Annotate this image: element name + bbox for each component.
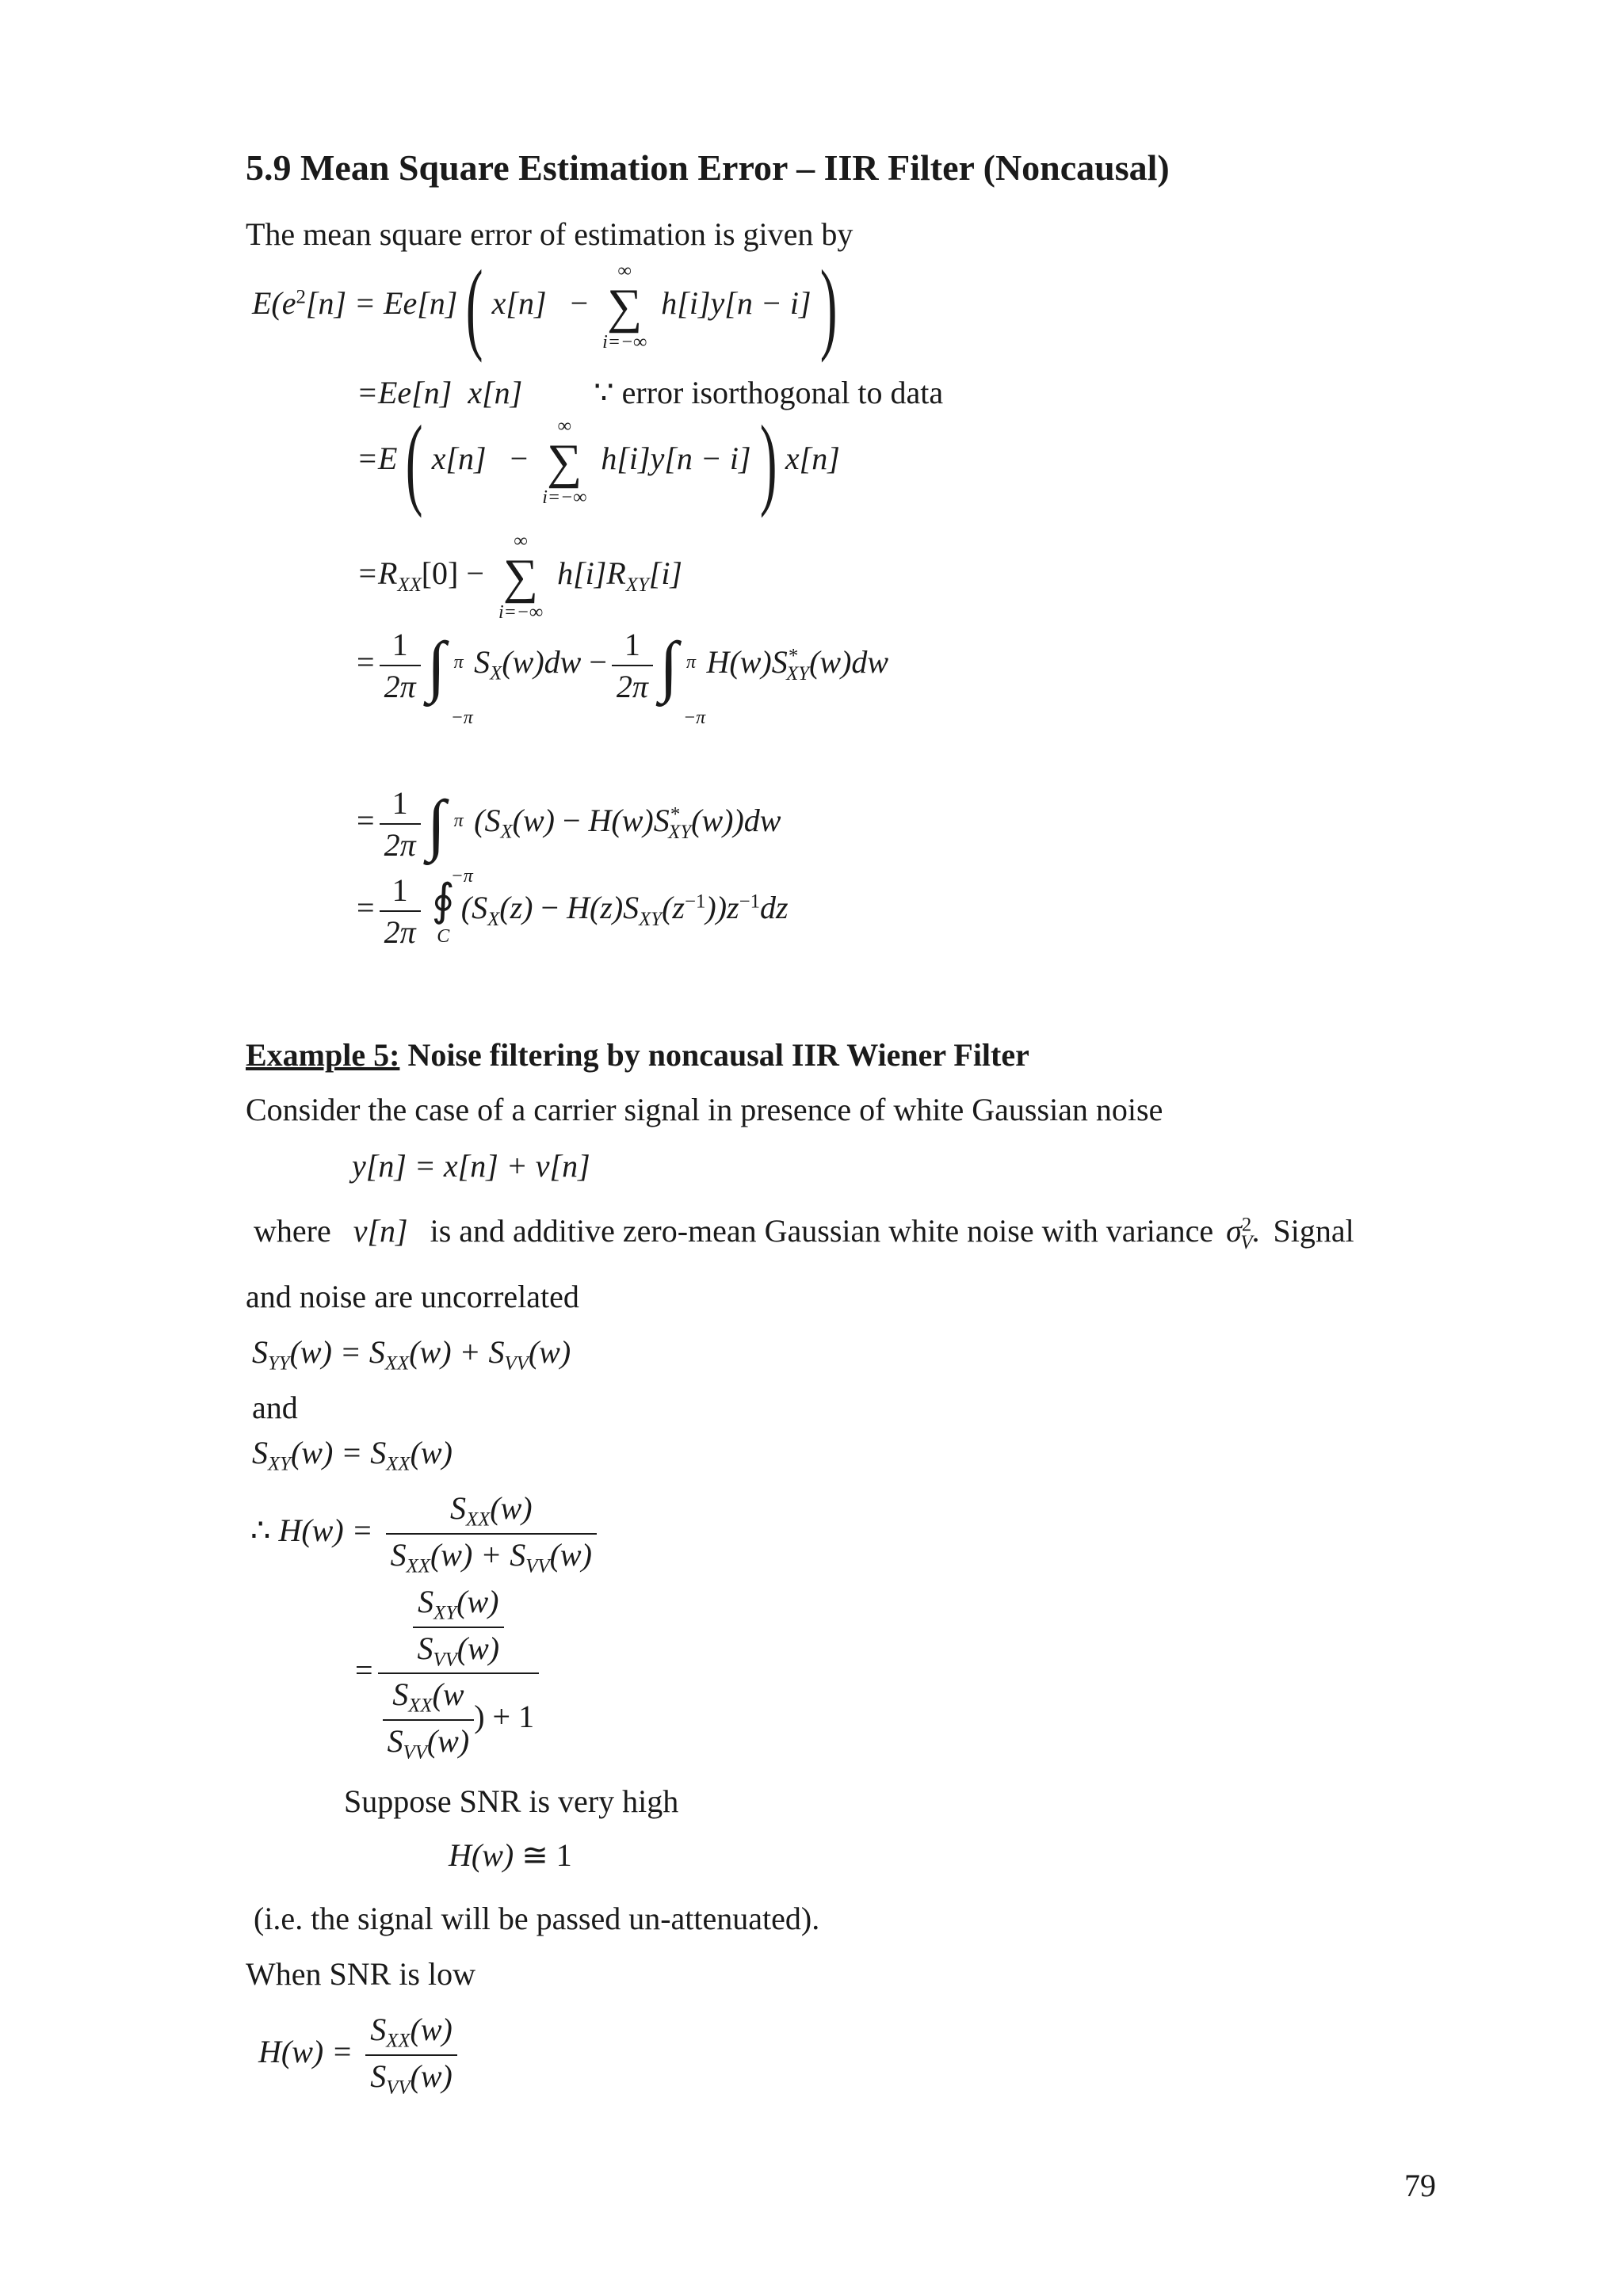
eq-mse-line6: = $\frac{1}{2\pi}$ ∫ π −π $(S_X(w) - H(w)S^*_{XY}(w))dw$ [357, 785, 781, 887]
where-line: where v[n] is and additive zero-mean Gaussian white noise with variance $\sigma^2_V$. Signal [254, 1213, 1354, 1253]
example-intro: Consider the case of a carrier signal in presence of white Gaussian noise [246, 1092, 1163, 1127]
passed-text: (i.e. the signal will be passed un-attenuated). [254, 1901, 820, 1936]
example-heading [246, 1036, 1029, 1074]
where-prefix: where [254, 1213, 331, 1249]
intro-text: The mean square error of estimation is given by [246, 216, 854, 252]
example-label: Example 5: [246, 1037, 400, 1073]
eq-mse-line2: =Ee[n] x[n] ∵ error isorthogonal to data [357, 375, 944, 410]
where-middle: is and additive zero-mean Gaussian white noise with variance [430, 1213, 1214, 1249]
snr-high-text: Suppose SNR is very high [344, 1783, 679, 1819]
page-number: 79 [1404, 2168, 1436, 2203]
eq-hw-low: H(w) = $\frac{S_{XX}(w)}{S_{VV}(w)}$ [258, 2011, 462, 2099]
uncorrelated-text: and noise are uncorrelated [246, 1279, 579, 1314]
eq-hw-2: = $\frac{S_{XY}(w)}{S_{VV}(w)}$ $\frac{S_{XX}(w}{S_{VV}(w)}$ ) + 1 [355, 1583, 544, 1764]
and-text: and [252, 1390, 298, 1425]
eq-hw-approx: H(w) ≅ 1 [449, 1837, 572, 1873]
eq-mse-line1: $E(e^2[n] = Ee[n]$( x[n] − ∞ ∑ i=−∞ h[i]y[n − i]) [252, 250, 838, 364]
section-title: 5.9 Mean Square Estimation Error – IIR Filter (Noncausal) [246, 147, 1170, 188]
example-title: Noise filtering by noncausal IIR Wiener Filter [399, 1037, 1029, 1073]
eq-hw-1: ∴ H(w) = $\frac{S_{XX}(w)}{S_{XX}(w) + S_{VV}(w)}$ [250, 1489, 601, 1577]
eq-mse-line5: = $\frac{1}{2\pi}$ ∫ π −π $S_X(w)dw$ − $\frac{1}{2\pi}$ ∫ π −π $H(w)S^*_{XY}(w)dw$ [357, 627, 889, 728]
eq-syy: $S_{YY}(w) = S_{XX}(w) + S_{VV}(w)$ [252, 1334, 571, 1375]
eq-mse-line3: =E( x[n] − ∞ ∑ i=−∞ h[i]y[n − i]) x[n] [357, 405, 840, 519]
eq-mse-line7: = $\frac{1}{2\pi}$ ∮ C $(S_X(z) - H(z)S_{XY}(z^{-1}))z^{-1}dz$ [357, 872, 789, 950]
snr-low-text: When SNR is low [246, 1956, 475, 1992]
where-suffix: Signal [1273, 1213, 1354, 1249]
eq-observation: y[n] = x[n] + v[n] [352, 1148, 590, 1184]
orthogonality-note: ∵ error isorthogonal to data [594, 375, 944, 410]
eq-sxy: $S_{XY}(w) = S_{XX}(w)$ [252, 1435, 453, 1475]
eq-mse-line4: $=R_{XX}[0]$ − ∞ ∑ i=−∞ $h[i]R_{XY}[i]$ [357, 531, 682, 623]
